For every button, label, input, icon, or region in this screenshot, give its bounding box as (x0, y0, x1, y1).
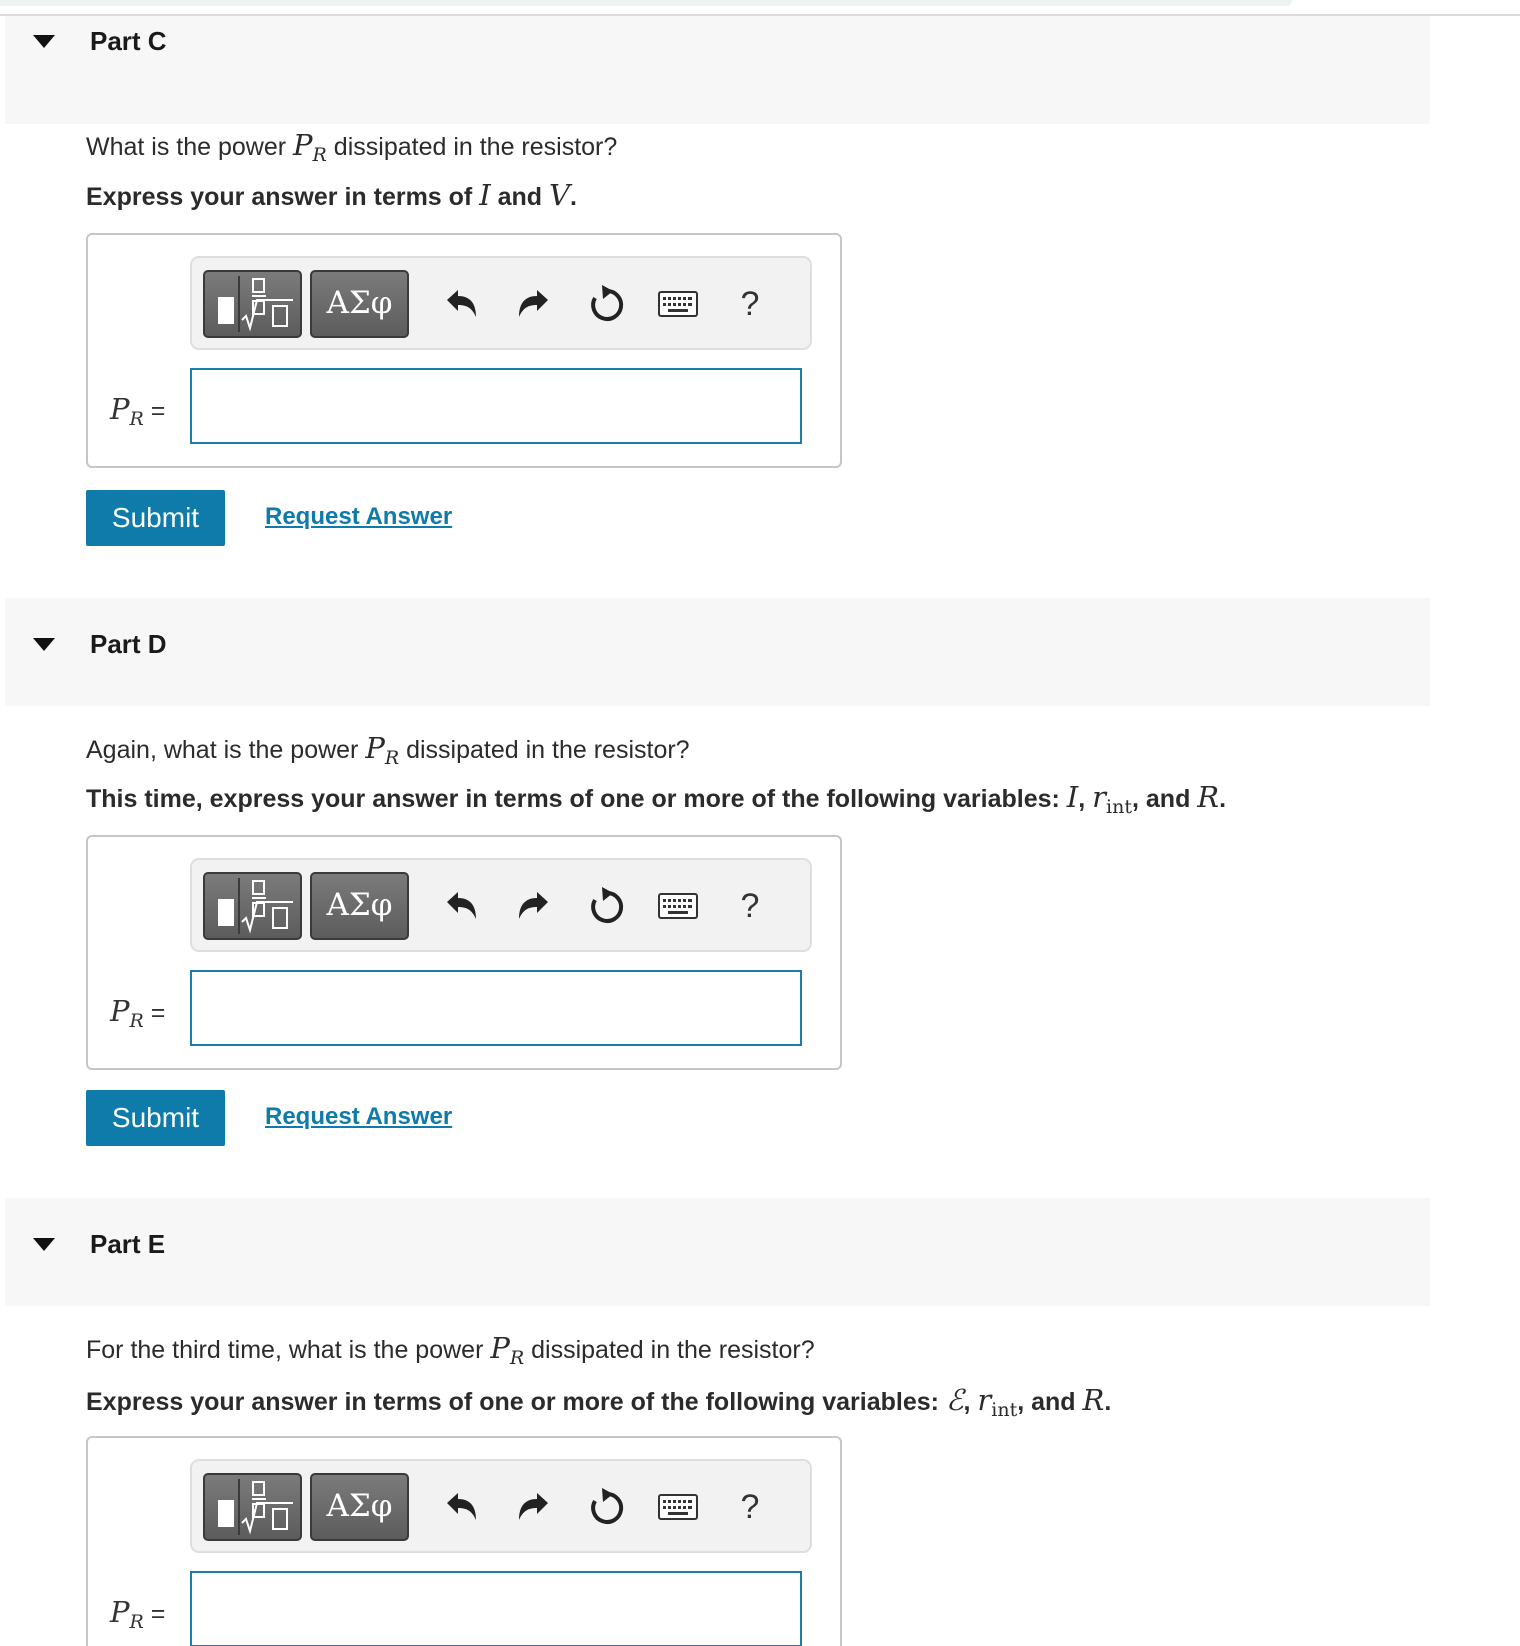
collapse-caret-icon[interactable] (33, 35, 55, 48)
submit-button[interactable]: Submit (86, 490, 225, 546)
keyboard-button[interactable] (652, 876, 704, 936)
submit-button[interactable]: Submit (86, 1090, 225, 1146)
question-text: What is the power $P_R$ dissipated in the resistor? (86, 128, 618, 166)
answer-variable-label: $P_R$ = (110, 1595, 166, 1633)
greek-symbols-button[interactable]: ΑΣφ (310, 1473, 409, 1541)
part-title: Part C (90, 26, 167, 56)
request-answer-link[interactable]: Request Answer (265, 503, 453, 530)
reset-icon (588, 285, 626, 323)
answer-variable-label: $P_R$ = (110, 994, 166, 1032)
answer-box (86, 1436, 842, 1646)
templates-icon (205, 1475, 300, 1539)
templates-button[interactable] (203, 872, 302, 940)
answer-input[interactable] (190, 1571, 802, 1646)
redo-button[interactable] (507, 274, 559, 334)
instruction-text: Express your answer in terms of I and V. (86, 178, 577, 212)
undo-icon (445, 289, 479, 319)
part-header (5, 598, 1430, 706)
reset-button[interactable] (581, 1477, 633, 1537)
math-toolbar (190, 1459, 812, 1553)
answer-input[interactable] (190, 368, 802, 444)
templates-button[interactable] (203, 1473, 302, 1541)
part-header (5, 1198, 1430, 1306)
math-toolbar (190, 256, 812, 350)
redo-icon (516, 289, 550, 319)
answer-variable-label: $P_R$ = (110, 392, 166, 430)
collapse-caret-icon[interactable] (33, 1238, 55, 1251)
part-header (5, 16, 1430, 124)
request-answer-link[interactable]: Request Answer (265, 1103, 453, 1130)
reset-icon (588, 887, 626, 925)
undo-button[interactable] (436, 1477, 488, 1537)
templates-button[interactable] (203, 270, 302, 338)
keyboard-button[interactable] (652, 274, 704, 334)
answer-box (86, 835, 842, 1070)
help-button[interactable]: ? (740, 284, 760, 323)
keyboard-button[interactable] (652, 1477, 704, 1537)
instruction-text: This time, express your answer in terms of one or more of the following variables: I, $r_{int}$, and R. (86, 780, 1227, 818)
collapse-caret-icon[interactable] (33, 638, 55, 651)
instruction-text: Express your answer in terms of one or more of the following variables: ℰ, $r_{int}$, and R. (86, 1383, 1112, 1421)
help-button[interactable]: ? (740, 1487, 760, 1526)
math-toolbar (190, 858, 812, 952)
reset-button[interactable] (581, 876, 633, 936)
undo-icon (445, 1492, 479, 1522)
keyboard-icon (658, 291, 698, 317)
redo-icon (516, 1492, 550, 1522)
redo-button[interactable] (507, 1477, 559, 1537)
undo-button[interactable] (436, 876, 488, 936)
help-button[interactable]: ? (740, 886, 760, 925)
redo-button[interactable] (507, 876, 559, 936)
templates-icon (205, 272, 300, 336)
greek-symbols-button[interactable]: ΑΣφ (310, 872, 409, 940)
keyboard-icon (658, 1494, 698, 1520)
undo-icon (445, 891, 479, 921)
reset-button[interactable] (581, 274, 633, 334)
part-title: Part D (90, 629, 167, 659)
undo-button[interactable] (436, 274, 488, 334)
answer-box (86, 233, 842, 468)
top-tab-strip (0, 0, 1292, 6)
greek-symbols-button[interactable]: ΑΣφ (310, 270, 409, 338)
question-text: Again, what is the power $P_R$ dissipated in the resistor? (86, 731, 690, 769)
top-divider (0, 0, 1520, 16)
reset-icon (588, 1488, 626, 1526)
answer-input[interactable] (190, 970, 802, 1046)
redo-icon (516, 891, 550, 921)
part-title: Part E (90, 1229, 166, 1259)
templates-icon (205, 874, 300, 938)
keyboard-icon (658, 893, 698, 919)
question-text: For the third time, what is the power $P_R$ dissipated in the resistor? (86, 1331, 815, 1369)
